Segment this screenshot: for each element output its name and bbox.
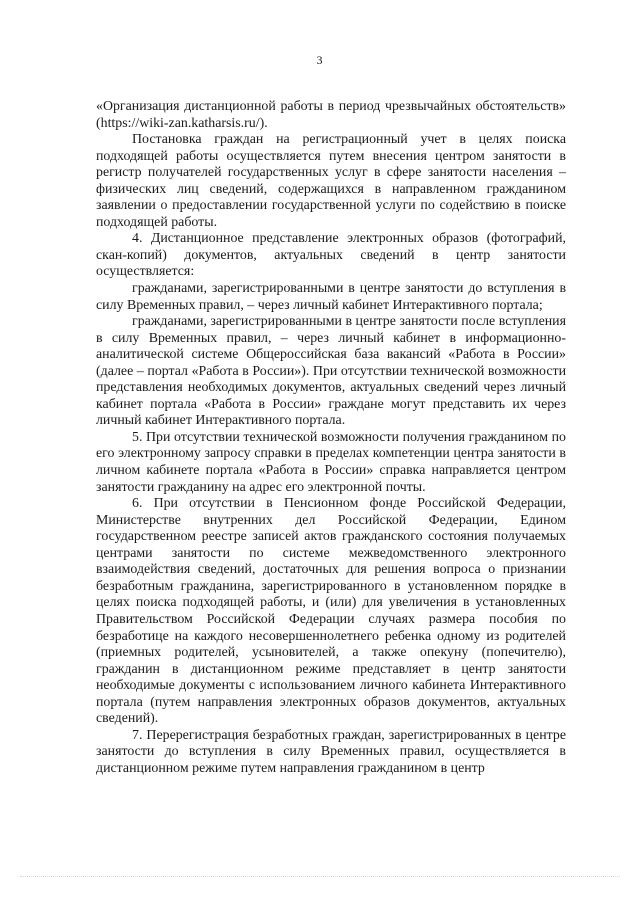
page-number: 3 [316, 53, 323, 67]
scan-edge-divider [20, 876, 620, 878]
document-body [96, 99, 566, 777]
paragraph-item-6: 6. При отсутствии в Пенсионном фонде Российской Федерации, Министерстве внутренних дел Российской Федерации, Едином государственном реестре записей актов гражданского состояния получаемых центрами занятости по системе межведомственного электронного взаимодействия сведений, достаточных для решения вопроса о признании безработным гражданина, зарегистрированного в установленном порядке в целях поиска подходящей работы, и (или) для увеличения в установленных Правительством Российской Федерации случаях размера пособия по безработице на каждого несовершеннолетнего ребенка одному из родителей (приемных родителей, усыновителей, а также опекуну (попечителю), гражданин в дистанционном режиме представляет в центр занятости необходимые документы с использованием личного кабинета Интерактивного портала (путем направления электронных образов документов, актуальных сведений). [96, 496, 566, 727]
paragraph-item-4-after: гражданами, зарегистрированными в центре занятости после вступления в силу Временных правил, – через личный кабинет в информационно-аналитической системе Общероссийская база вакансий «Работа в России» (далее – портал «Работа в России»). При отсутствии технической возможности представления необходимых документов, актуальных сведений через личный кабинет портала «Работа в России» граждане могут представить их через личный кабинет Интерактивного портала. [96, 314, 566, 429]
paragraph-item-4-before: гражданами, зарегистрированными в центре занятости до вступления в силу Временных правил, – через личный кабинет Интерактивного портала; [96, 281, 566, 313]
paragraph-registration: Постановка граждан на регистрационный учет в целях поиска подходящей работы осуществляется путем внесения центром занятости в регистр получателей государственных услуг в сфере занятости населения – физических лиц сведений, содержащихся в направленном гражданином заявлении о предоставлении государственной услуги по содействию в поиске подходящей работы. [96, 132, 566, 230]
paragraph-item-5: 5. При отсутствии технической возможности получения гражданином по его электронному запросу справки в пределах компетенции центра занятости в личном кабинете портала «Работа в России» справка направляется центром занятости гражданину на адрес его электронной почты. [96, 429, 566, 495]
paragraph-continuation: «Организация дистанционной работы в период чрезвычайных обстоятельств» (https://wiki-zan.katharsis.ru/). [96, 99, 566, 131]
paragraph-item-7: 7. Перерегистрация безработных граждан, зарегистрированных в центре занятости до вступления в силу Временных правил, осуществляется в дистанционном режиме путем направления гражданином в центр [96, 727, 566, 776]
paragraph-item-4: 4. Дистанционное представление электронных образов (фотографий, скан-копий) документов, актуальных сведений в центр занятости осуществляется: [96, 231, 566, 280]
